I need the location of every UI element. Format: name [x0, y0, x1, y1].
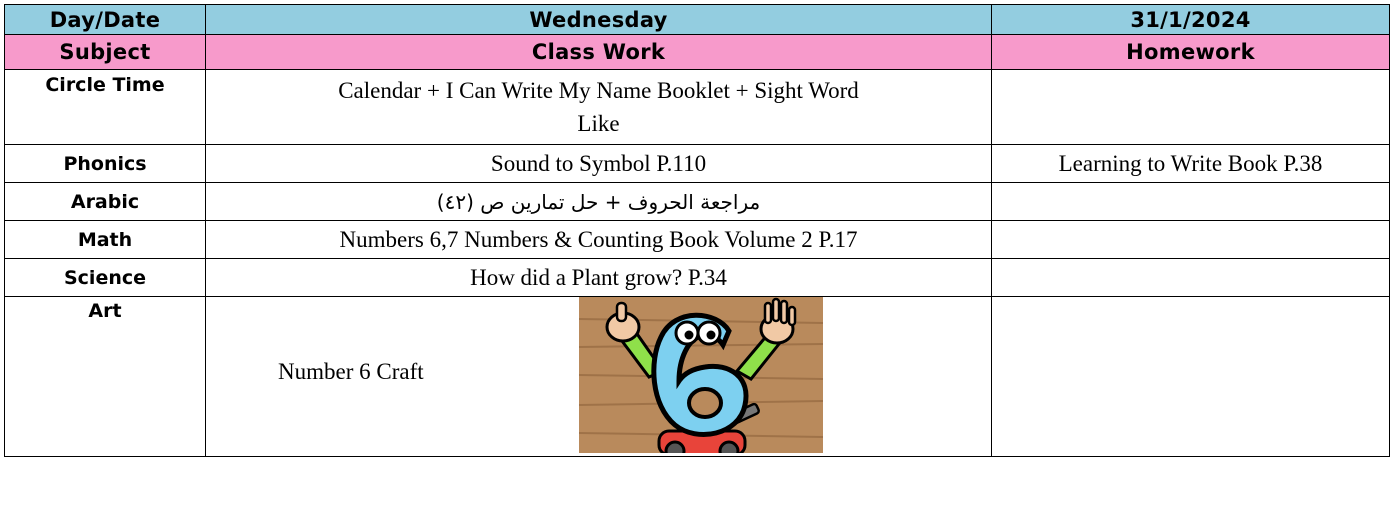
table-row [5, 145, 1390, 183]
lesson-plan-table [4, 4, 1390, 457]
homework-cell: Learning to Write Book P.38 [992, 145, 1390, 183]
homework-column-header: Homework [992, 35, 1390, 70]
homework-cell [992, 221, 1390, 259]
class-work-cell [206, 297, 992, 457]
day-date-label: Day/Date [5, 5, 206, 35]
class-work-cell: Numbers 6,7 Numbers & Counting Book Volume 2 P.17 [206, 221, 992, 259]
homework-cell [992, 70, 1390, 145]
homework-cell [992, 183, 1390, 221]
subject-cell: Phonics [5, 145, 206, 183]
art-cell-content [206, 297, 991, 453]
subject-cell: Science [5, 259, 206, 297]
column-header-row [5, 35, 1390, 70]
class-work-text: Calendar + I Can Write My Name Booklet + Sight Word Like [338, 78, 859, 136]
class-work-cell: How did a Plant grow? P.34 [206, 259, 992, 297]
day-date-row [5, 5, 1390, 35]
class-work-text: Number 6 Craft [278, 359, 424, 384]
day-name: Wednesday [206, 5, 992, 35]
subject-column-header: Subject [5, 35, 206, 70]
table-row [5, 297, 1390, 457]
homework-cell [992, 297, 1390, 457]
class-work-cell [206, 70, 992, 145]
homework-cell [992, 259, 1390, 297]
class-work-cell: مراجعة الحروف + حل تمارين ص (٤٢) [206, 183, 992, 221]
subject-cell: Circle Time [5, 70, 206, 145]
class-work-column-header: Class Work [206, 35, 992, 70]
table-row [5, 259, 1390, 297]
date-value: 31/1/2024 [992, 5, 1390, 35]
table-row [5, 183, 1390, 221]
subject-cell: Art [5, 297, 206, 457]
number-six-craft-picture [579, 297, 823, 453]
class-work-cell: Sound to Symbol P.110 [206, 145, 992, 183]
subject-cell: Math [5, 221, 206, 259]
table-row [5, 221, 1390, 259]
table-row [5, 70, 1390, 145]
subject-cell: Arabic [5, 183, 206, 221]
